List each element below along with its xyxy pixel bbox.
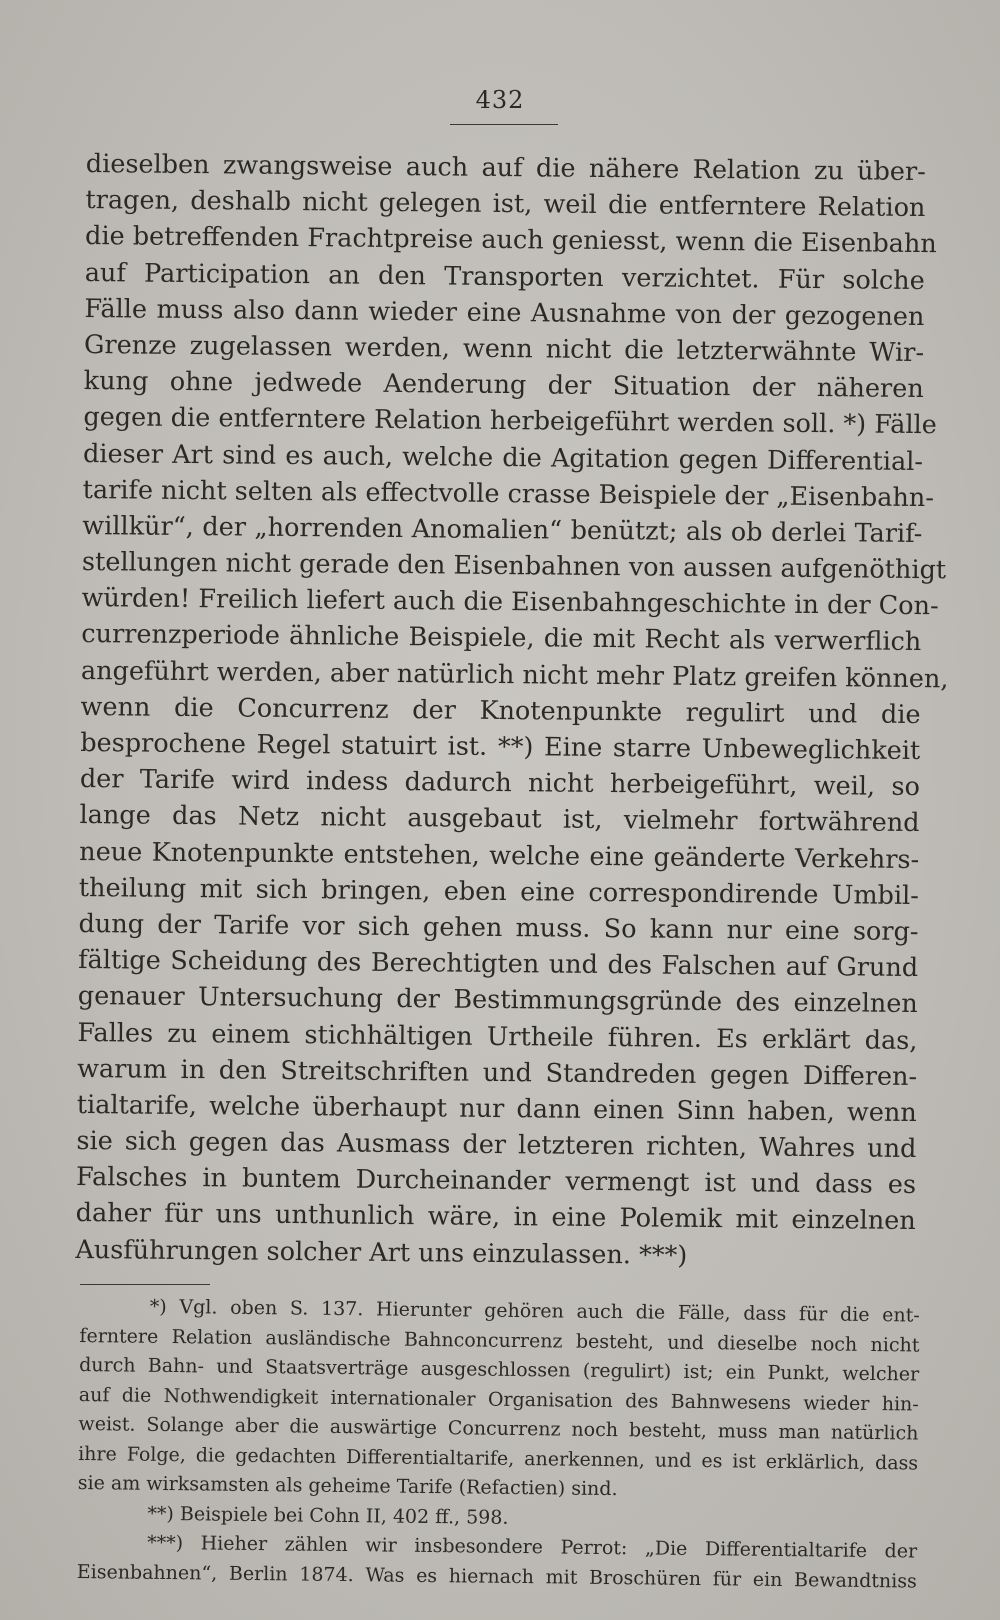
- body-line: Grenze zugelassen werden, wenn nicht die letzterwähnte Wir-: [83, 329, 925, 368]
- body-line: theilung mit sich bringen, eben eine correspondirende Umbil-: [78, 872, 919, 911]
- body-line: auf Participation an den Transporten verzichtet. Für solche: [84, 257, 925, 296]
- body-line: tarife nicht selten als effectvolle crasse Beispiele der „Eisenbahn-: [82, 474, 935, 513]
- body-line: Falsches in buntem Durcheinander vermengt ist und dass es: [75, 1162, 917, 1201]
- body-line: daher für uns unthunlich wäre, in eine Polemik mit einzelnen: [75, 1198, 916, 1237]
- body-line: neue Knotenpunkte entstehen, welche eine geänderte Verkehrs-: [79, 836, 920, 875]
- footnote-line: sie am wirksamsten als geheime Tarife (Refactien) sind.: [77, 1471, 618, 1501]
- footnote-line: *) Vgl. oben S. 137. Hierunter gehören auch die Fälle, dass für die ent-: [149, 1295, 920, 1327]
- body-line: der Tarife wird indess dadurch nicht herbeigeführt, weil, so: [79, 764, 921, 803]
- body-line: kung ohne jedwede Aenderung der Situation der näheren: [83, 366, 924, 405]
- body-line: lange das Netz nicht ausgebaut ist, vielmehr fortwährend: [79, 800, 920, 839]
- body-line: Ausführungen solcher Art uns einzulassen. ***): [75, 1234, 688, 1271]
- footnote-line: **) Beispiele bei Cohn II, 402 ff., 598.: [147, 1502, 509, 1529]
- body-line: angeführt werden, aber natürlich nicht mehr Platz greifen können,: [80, 655, 949, 694]
- body-line: würden! Freilich liefert auch die Eisenbahngeschichte in der Con-: [81, 583, 939, 622]
- body-text: [75, 146, 949, 1276]
- body-line: Falles zu einem stichhältigen Urtheile führen. Es erklärt das,: [77, 1017, 918, 1056]
- page-number: 432: [475, 86, 525, 114]
- footnote-line: Eisenbahnen“, Berlin 1874. Was es hiernach mit Broschüren für ein Bewandtniss: [76, 1560, 917, 1593]
- body-line: gegen die entferntere Relation herbeigeführt werden soll. *) Fälle: [83, 402, 938, 441]
- footnote-line: ferntere Relation ausländische Bahnconcurrenz besteht, und dieselbe noch nicht: [79, 1324, 920, 1357]
- footnote-line: ***) Hieher zählen wir insbesondere Perrot: „Die Differentialtarife der: [147, 1531, 918, 1563]
- body-line: dung der Tarife vor sich gehen muss. So kann nur eine sorg-: [78, 908, 919, 947]
- body-line: warum in den Streitschriften und Standreden gegen Differen-: [76, 1053, 918, 1092]
- body-line: dieselben zwangsweise auch auf die nähere Relation zu über-: [85, 148, 926, 188]
- footnote-line: durch Bahn- und Staatsverträge ausgeschlossen (regulirt) ist; ein Punkt, welcher: [79, 1353, 920, 1386]
- body-line: fältige Scheidung des Berechtigten und des Falschen auf Grund: [78, 945, 919, 984]
- body-line: tragen, deshalb nicht gelegen ist, weil die entferntere Relation: [85, 185, 926, 224]
- body-line: stellungen nicht gerade den Eisenbahnen von aussen aufgenöthigt: [81, 547, 947, 586]
- body-line: tialtarife, welche überhaupt nur dann einen Sinn haben, wenn: [76, 1089, 917, 1128]
- body-line: genauer Untersuchung der Bestimmungsgründe des einzelnen: [77, 981, 918, 1020]
- body-line: die betreffenden Frachtpreise auch geniesst, wenn die Eisenbahn: [84, 221, 937, 260]
- body-line: willkür“, der „horrenden Anomalien“ benützt; als ob derlei Tarif-: [82, 510, 923, 549]
- header-rule: [450, 124, 558, 125]
- body-line: currenzperiode ähnliche Beispiele, die mit Recht als verwerflich: [81, 619, 922, 658]
- body-line: wenn die Concurrenz der Knotenpunkte regulirt und die: [80, 691, 921, 730]
- footnote-rule: [80, 1284, 210, 1285]
- body-line: dieser Art sind es auch, welche die Agitation gegen Differential-: [82, 438, 924, 477]
- body-line: Fälle muss also dann wieder eine Ausnahme von der gezogenen: [84, 293, 925, 332]
- footnote-line: auf die Nothwendigkeit internationaler Organisation des Bahnwesens wieder hin-: [78, 1383, 919, 1416]
- body-line: besprochene Regel statuirt ist. **) Eine starre Unbeweglichkeit: [80, 727, 921, 767]
- body-line: sie sich gegen das Ausmass der letzteren richten, Wahres und: [76, 1126, 917, 1165]
- footnotes: [77, 1292, 920, 1597]
- footnote-line: weist. Solange aber die auswärtige Concurrenz noch besteht, muss man natürlich: [78, 1412, 919, 1445]
- footnote-line: ihre Folge, die gedachten Differentialtarife, anerkennen, und es ist erklärlich, dass: [78, 1442, 919, 1475]
